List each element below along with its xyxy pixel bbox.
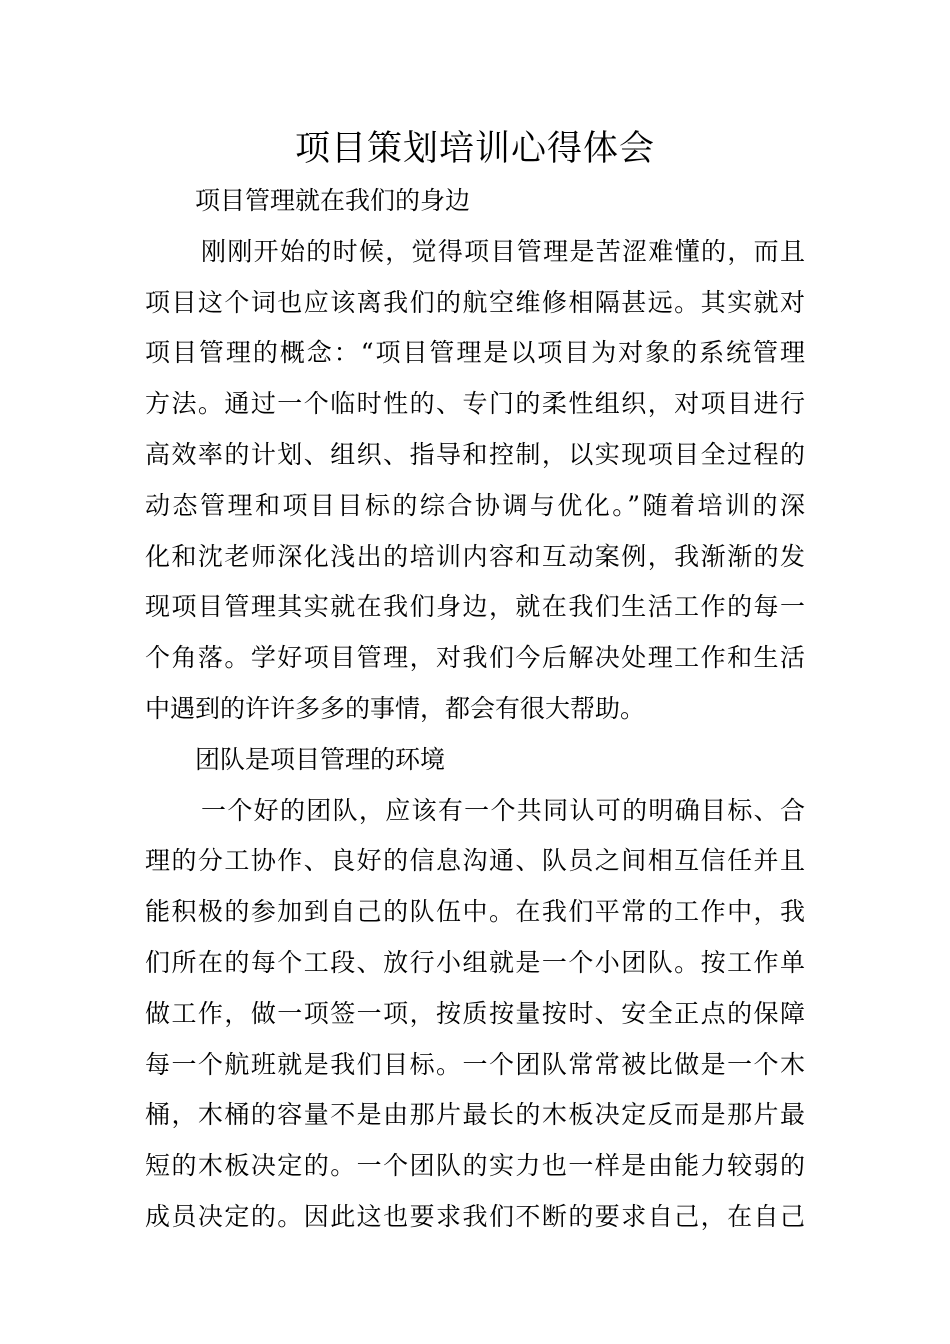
paragraph-line: 中遇到的许许多多的事情，都会有很大帮助。 xyxy=(145,693,646,723)
paragraph-line: 一个好的团队，应该有一个共同认可的明确目标、合 xyxy=(201,795,805,825)
paragraph-line: 短的木板决定的。一个团队的实力也一样是由能力较弱的 xyxy=(145,1151,805,1181)
paragraph-line: 方法。通过一个临时性的、专门的柔性组织，对项目进行 xyxy=(145,389,805,419)
paragraph-line: 刚刚开始的时候，觉得项目管理是苦涩难懂的，而且 xyxy=(201,236,805,266)
paragraph-line: 理的分工协作、良好的信息沟通、队员之间相互信任并且 xyxy=(145,846,805,876)
paragraph-line: 成员决定的。因此这也要求我们不断的要求自己，在自己 xyxy=(145,1201,805,1231)
paragraph-line: 化和沈老师深化浅出的培训内容和互动案例，我渐渐的发 xyxy=(145,541,805,571)
section-heading: 项目管理就在我们的身边 xyxy=(195,186,471,215)
paragraph-line: 项目这个词也应该离我们的航空维修相隔甚远。其实就对 xyxy=(145,287,805,317)
section-heading: 团队是项目管理的环境 xyxy=(195,744,446,774)
paragraph-line: 做工作，做一项签一项，按质按量按时、安全正点的保障 xyxy=(145,998,805,1028)
paragraph-line: 们所在的每个工段、放行小组就是一个小团队。按工作单 xyxy=(145,947,805,977)
paragraph-line: 现项目管理其实就在我们身边，就在我们生活工作的每一 xyxy=(145,592,805,622)
paragraph-line: 个角落。学好项目管理，对我们今后解决处理工作和生活 xyxy=(145,643,805,673)
paragraph-line: 动态管理和项目目标的综合协调与优化。”随着培训的深 xyxy=(145,490,805,520)
paragraph-line: 高效率的计划、组织、指导和控制，以实现项目全过程的 xyxy=(145,439,805,469)
paragraph-line: 每一个航班就是我们目标。一个团队常常被比做是一个木 xyxy=(145,1049,805,1079)
paragraph-line: 能积极的参加到自己的队伍中。在我们平常的工作中，我 xyxy=(145,897,805,927)
document-body xyxy=(145,176,805,1243)
document-title: 项目策划培训心得体会 xyxy=(294,129,655,169)
paragraph-line: 桶，木桶的容量不是由那片最长的木板决定反而是那片最 xyxy=(145,1100,805,1130)
paragraph-line: 项目管理的概念：“项目管理是以项目为对象的系统管理 xyxy=(145,338,805,368)
